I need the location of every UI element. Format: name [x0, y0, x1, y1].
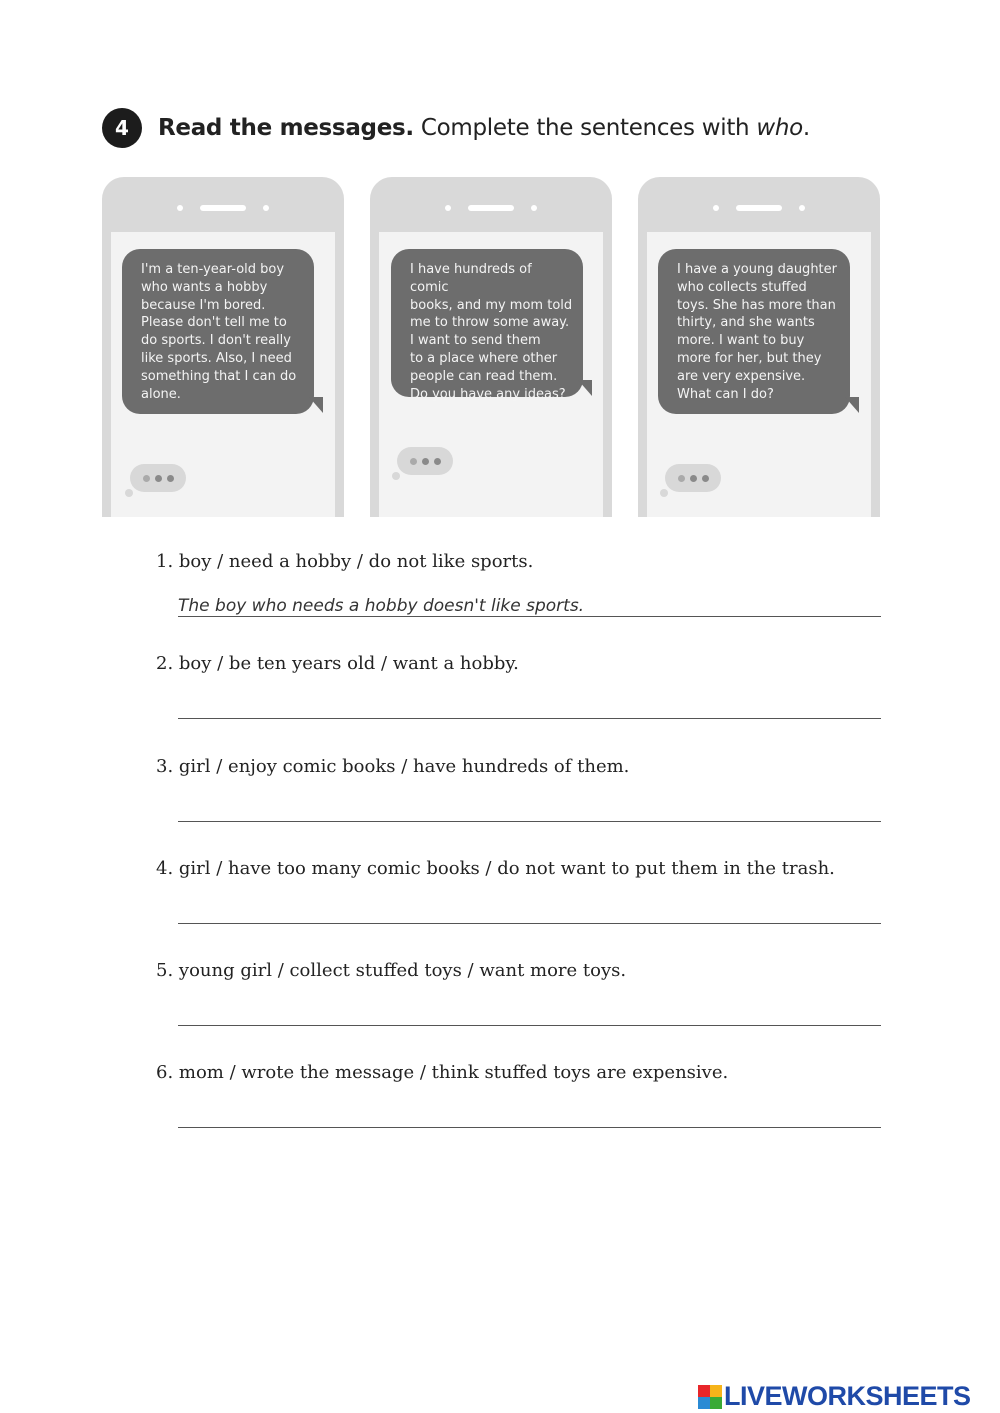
item-2-answer-line — [178, 718, 881, 719]
instruction-text: Complete the sentences with — [420, 115, 750, 141]
liveworksheets-logo — [698, 1381, 971, 1412]
liveworksheets-logo-icon — [698, 1385, 722, 1409]
item-3-answer-line — [178, 821, 881, 822]
phone-screen — [647, 232, 871, 517]
bubble-tail — [578, 380, 592, 396]
typing-indicator-icon — [665, 464, 721, 492]
phone-screen — [111, 232, 335, 517]
item-4-answer-line — [178, 923, 881, 924]
phone-screen — [379, 232, 603, 517]
typing-indicator-icon — [130, 464, 186, 492]
item-6-prompt: 6. mom / wrote the message / think stuffed toys are expensive. — [156, 1062, 729, 1083]
exercise-instructions — [158, 115, 810, 141]
instruction-italic: who — [756, 115, 803, 141]
phone-2 — [370, 177, 612, 517]
item-1-answer[interactable]: The boy who needs a hobby doesn't like sports. — [178, 596, 585, 616]
phone-speaker — [638, 204, 880, 212]
exercise-header — [102, 108, 810, 148]
item-2-prompt: 2. boy / be ten years old / want a hobby. — [156, 653, 519, 674]
phone-speaker — [370, 204, 612, 212]
instruction-bold: Read the messages. — [158, 115, 414, 141]
phone-1 — [102, 177, 344, 517]
typing-indicator-icon — [397, 447, 453, 475]
item-4-prompt: 4. girl / have too many comic books / do not want to put them in the trash. — [156, 858, 835, 879]
phone-3 — [638, 177, 880, 517]
item-3-prompt: 3. girl / enjoy comic books / have hundreds of them. — [156, 756, 630, 777]
instruction-end: . — [802, 115, 810, 141]
item-1-answer-line — [178, 616, 881, 617]
message-bubble-3: I have a young daughter who collects stuffed toys. She has more than thirty, and she wants more. I want to buy more for her, but they are very expensive. What can I do? — [658, 249, 850, 414]
bubble-tail — [309, 397, 323, 413]
message-bubble-2: I have hundreds of comic books, and my mom told me to throw some away. I want to send them to a place where other people can read them. Do you have any ideas? — [391, 249, 583, 397]
logo-text: LIVEWORKSHEETS — [724, 1381, 971, 1411]
item-1-prompt: 1. boy / need a hobby / do not like sports. — [156, 551, 534, 572]
phone-speaker — [102, 204, 344, 212]
message-bubble-1: I'm a ten-year-old boy who wants a hobby because I'm bored. Please don't tell me to do sports. I don't really like sports. Also, I need something that I can do alone. — [122, 249, 314, 414]
item-5-prompt: 5. young girl / collect stuffed toys / want more toys. — [156, 960, 627, 981]
item-5-answer-line — [178, 1025, 881, 1026]
bubble-tail — [845, 397, 859, 413]
exercise-number-badge: 4 — [102, 108, 142, 148]
item-6-answer-line — [178, 1127, 881, 1128]
